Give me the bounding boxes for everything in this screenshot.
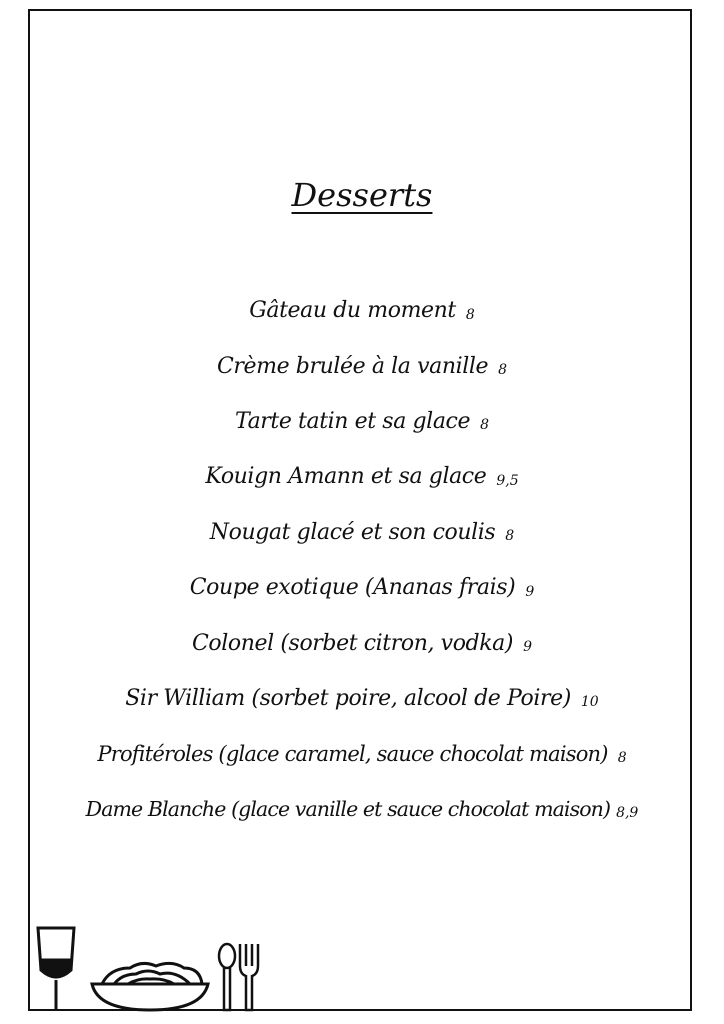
menu-item-name: Dame Blanche (glace vanille et sauce chocolat maison) (85, 797, 611, 822)
spoon-icon (219, 944, 235, 1010)
menu-item (0, 449, 724, 504)
pasta-bowl-icon (92, 963, 208, 1010)
menu-item (0, 726, 724, 781)
menu-item-name: Crème brulée à la vanille (216, 353, 489, 379)
menu-item-name: Tarte tatin et sa glace (235, 408, 471, 434)
menu-item-name: Sir William (sorbet poire, alcool de Poire) (125, 685, 571, 711)
menu-item-price: 9 (523, 639, 532, 656)
menu-item-name: Nougat glacé et son coulis (209, 519, 496, 545)
menu-item-name: Kouign Amann et sa glace (205, 464, 487, 490)
menu-item (0, 394, 724, 449)
dessert-list (0, 283, 724, 837)
menu-item-name: Coupe exotique (Ananas frais) (189, 575, 516, 601)
menu-item-name: Colonel (sorbet citron, vodka) (192, 630, 514, 656)
menu-item-price: 8 (480, 417, 489, 434)
tableware-illustration (30, 922, 270, 1012)
fork-icon (240, 944, 258, 1010)
menu-item-name: Profitéroles (glace caramel, sauce chocolat maison) (97, 741, 608, 766)
menu-item-price: 9,5 (496, 472, 519, 489)
menu-item-price: 8,9 (616, 805, 639, 822)
menu-item-name: Gâteau du moment (249, 298, 456, 324)
menu-item-price: 8 (617, 749, 627, 766)
menu-title: Desserts (291, 176, 433, 214)
menu-item (0, 283, 724, 338)
wine-glass-icon (38, 928, 74, 1010)
menu-item (0, 338, 724, 393)
menu-item-price: 8 (498, 362, 508, 379)
menu-item-price: 8 (505, 528, 515, 545)
menu-item (0, 671, 724, 726)
menu-item (0, 560, 724, 615)
menu-item (0, 782, 724, 837)
menu-item-price: 9 (525, 583, 535, 600)
menu-item (0, 505, 724, 560)
menu-item (0, 615, 724, 670)
menu-item-price: 10 (580, 694, 599, 711)
menu-item-price: 8 (465, 306, 475, 323)
